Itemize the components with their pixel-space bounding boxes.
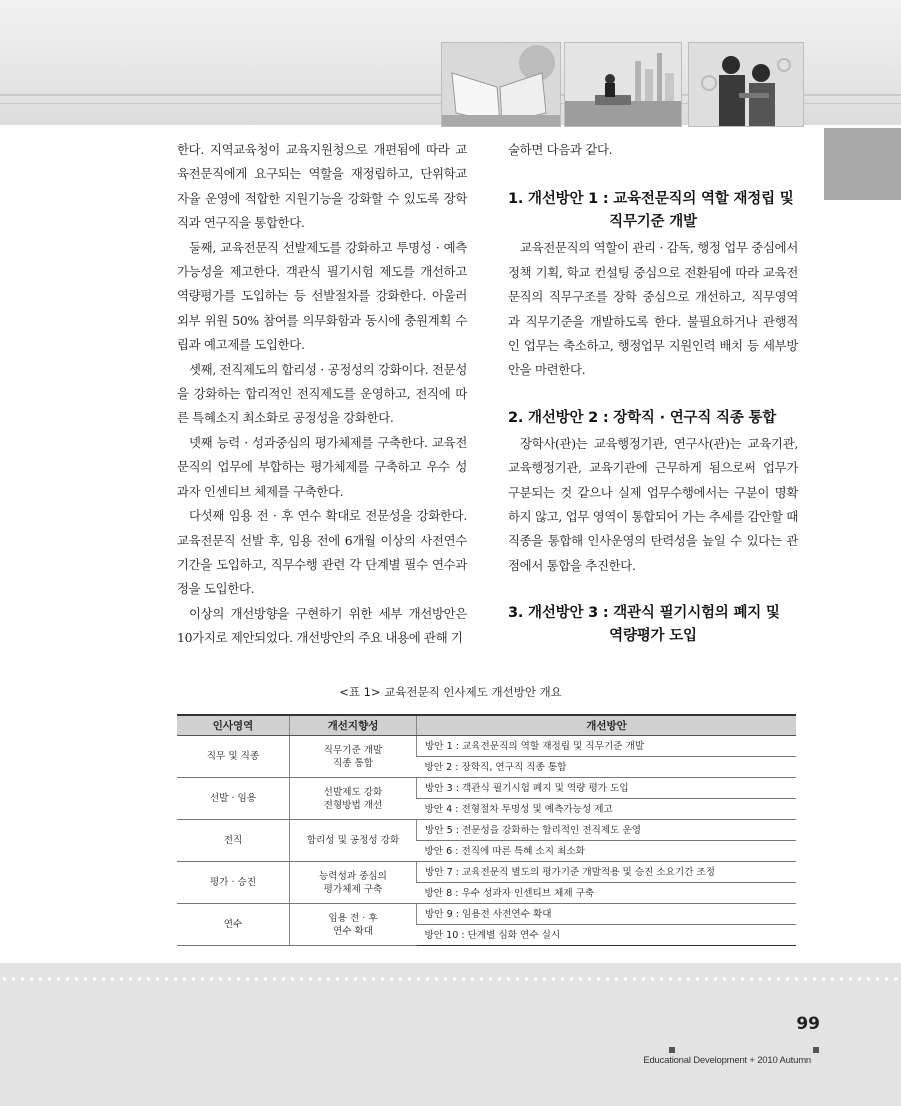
paragraph: 둘째, 교육전문직 선발제도를 강화하고 투명성 · 예측가능성을 제고한다. 객관식 필기시험 제도를 개선하고 역량평가를 도입하는 등 선발절차를 강화한다. 아울러 외부 위원 50% 참여를 의무화함과 동시에 충원계획 수립과 예고제를 도입한다.: [177, 239, 467, 353]
plan-cell: 방안 9 : 임용전 사전연수 확대: [417, 904, 797, 925]
table-caption: <표 1> 교육전문직 인사제도 개선방안 개요: [339, 685, 562, 699]
paragraph: 넷째 능력 · 성과중심의 평가체제를 구축한다. 교육전문직의 업무에 부합하는 평가체제를 구축하고 우수 성과자 인센티브 체제를 구축한다.: [177, 434, 467, 499]
section-heading-line2: 역량평가 도입: [609, 628, 697, 645]
paragraph: 이상의 개선방향을 구현하기 위한 세부 개선방안은 10가지로 제안되었다. 개선방안의 주요 내용에 관해 기: [177, 605, 467, 646]
paragraph: 교육전문직의 역할이 관리 · 감독, 행정 업무 중심에서 정책 기획, 학교 컨설팅 중심으로 전환됨에 따라 교육전문직의 직무구조를 장학 중심으로 개선하고, 직무영역과 직무기준을 개발하도록 한다. 불필요하거나 관행적인 업무는 축소하고, 행정업무 지원인력 배치 등 세부방안을 마련한다.: [508, 240, 798, 378]
dotted-divider: [0, 976, 901, 982]
section-heading-line1: 1. 개선방안 1 : 교육전문직의 역할 재정립 및: [508, 191, 794, 208]
footer-square-marker: [813, 1047, 819, 1053]
plan-cell: 방안 2 : 장학직, 연구직 직종 통합: [417, 757, 797, 778]
table-row: [177, 862, 796, 883]
footer-square-marker: [669, 1047, 675, 1053]
plan-cell: 방안 7 : 교육전문직 별도의 평가기준 개발적용 및 승진 소요기간 조정: [417, 862, 797, 883]
section-heading-line1: 3. 개선방안 3 : 객관식 필기시험의 폐지 및: [508, 605, 780, 622]
section-heading-line1: 2. 개선방안 2 : 장학직 · 연구직 직종 통합: [508, 409, 777, 426]
area-cell: 연수: [177, 904, 290, 946]
paragraph: 셋째, 전직제도의 합리성 · 공정성의 강화이다. 전문성을 강화하는 합리적인 전직제도를 운영하고, 전직에 따른 특혜소지 최소화로 공정성을 강화한다.: [177, 361, 467, 426]
paragraph: 한다. 지역교육청이 교육지원청으로 개편됨에 따라 교육전문직에게 요구되는 역할을 재정립하고, 단위학교 자율 운영에 적합한 지원기능을 강화할 수 있도록 장학직과 연구직을 통합한다.: [177, 142, 467, 231]
plan-cell: 방안 4 : 전형절차 투명성 및 예측가능성 제고: [417, 799, 797, 820]
footer-band: [0, 963, 901, 1106]
magazine-title: Educational Development + 2010 Autumn: [643, 1055, 811, 1066]
direction-cell: 능력성과 중심의 평가체제 구축: [290, 862, 417, 904]
table-row: [177, 904, 796, 925]
plan-cell: 방안 3 : 객관식 필기시험 폐지 및 역량 평가 도입: [417, 778, 797, 799]
paragraph: 술하면 다음과 같다.: [508, 142, 613, 157]
column-header: 개선지향성: [290, 715, 417, 736]
page-number: 99: [796, 1014, 820, 1034]
paragraph: 장학사(관)는 교육행정기관, 연구사(관)는 교육기관, 교육행정기관, 교육기관에 근무하게 됨으로써 업무가 구분되는 것 같으나 실제 업무수행에서는 구분이 명확하지 않고, 업무 영역이 통합되어 가는 추세를 감안할 때 직종을 통합해 인사운영의 탄력성을 높일 수 있다는 관점에서 통합을 추진한다.: [508, 435, 798, 573]
section-heading: [508, 188, 798, 234]
reading-on-books-photo: [564, 42, 682, 127]
plan-cell: 방안 5 : 전문성을 강화하는 합리적인 전직제도 운영: [417, 820, 797, 841]
table-row: [177, 736, 796, 757]
left-column: [177, 138, 467, 651]
paragraph: 다섯째 임용 전 · 후 연수 확대로 전문성을 강화한다. 교육전문직 선발 후, 임용 전에 6개월 이상의 사전연수 기간을 도입하고, 직무수행 관련 각 단계별 필수 연수과정을 도입한다.: [177, 508, 467, 597]
direction-cell: 임용 전 · 후 연수 확대: [290, 904, 417, 946]
section-heading: [508, 602, 798, 648]
open-book-photo: [441, 42, 561, 127]
plan-cell: 방안 10 : 단계별 심화 연수 실시: [417, 925, 797, 946]
section-heading-line2: 직무기준 개발: [609, 214, 697, 231]
column-header: 인사영역: [177, 715, 290, 736]
improvement-table: [177, 714, 796, 946]
area-cell: 전직: [177, 820, 290, 862]
people-pointing-photo: [688, 42, 804, 127]
column-header: 개선방안: [417, 715, 797, 736]
area-cell: 평가 · 승진: [177, 862, 290, 904]
table-header-row: [177, 715, 796, 736]
plan-cell: 방안 6 : 전직에 따른 특혜 소지 최소화: [417, 841, 797, 862]
plan-cell: 방안 8 : 우수 성과자 인센티브 체제 구축: [417, 883, 797, 904]
direction-cell: 합리성 및 공정성 강화: [290, 820, 417, 862]
area-cell: 직무 및 직종: [177, 736, 290, 778]
direction-cell: 직무기준 개발 직종 통합: [290, 736, 417, 778]
table-row: [177, 820, 796, 841]
section-heading: [508, 407, 798, 430]
direction-cell: 선발제도 강화 전형방법 개선: [290, 778, 417, 820]
right-column: [508, 138, 798, 648]
chapter-side-tab: [824, 128, 901, 200]
table-row: [177, 778, 796, 799]
plan-cell: 방안 1 : 교육전문직의 역할 재정립 및 직무기준 개발: [417, 736, 797, 757]
area-cell: 선발 · 임용: [177, 778, 290, 820]
